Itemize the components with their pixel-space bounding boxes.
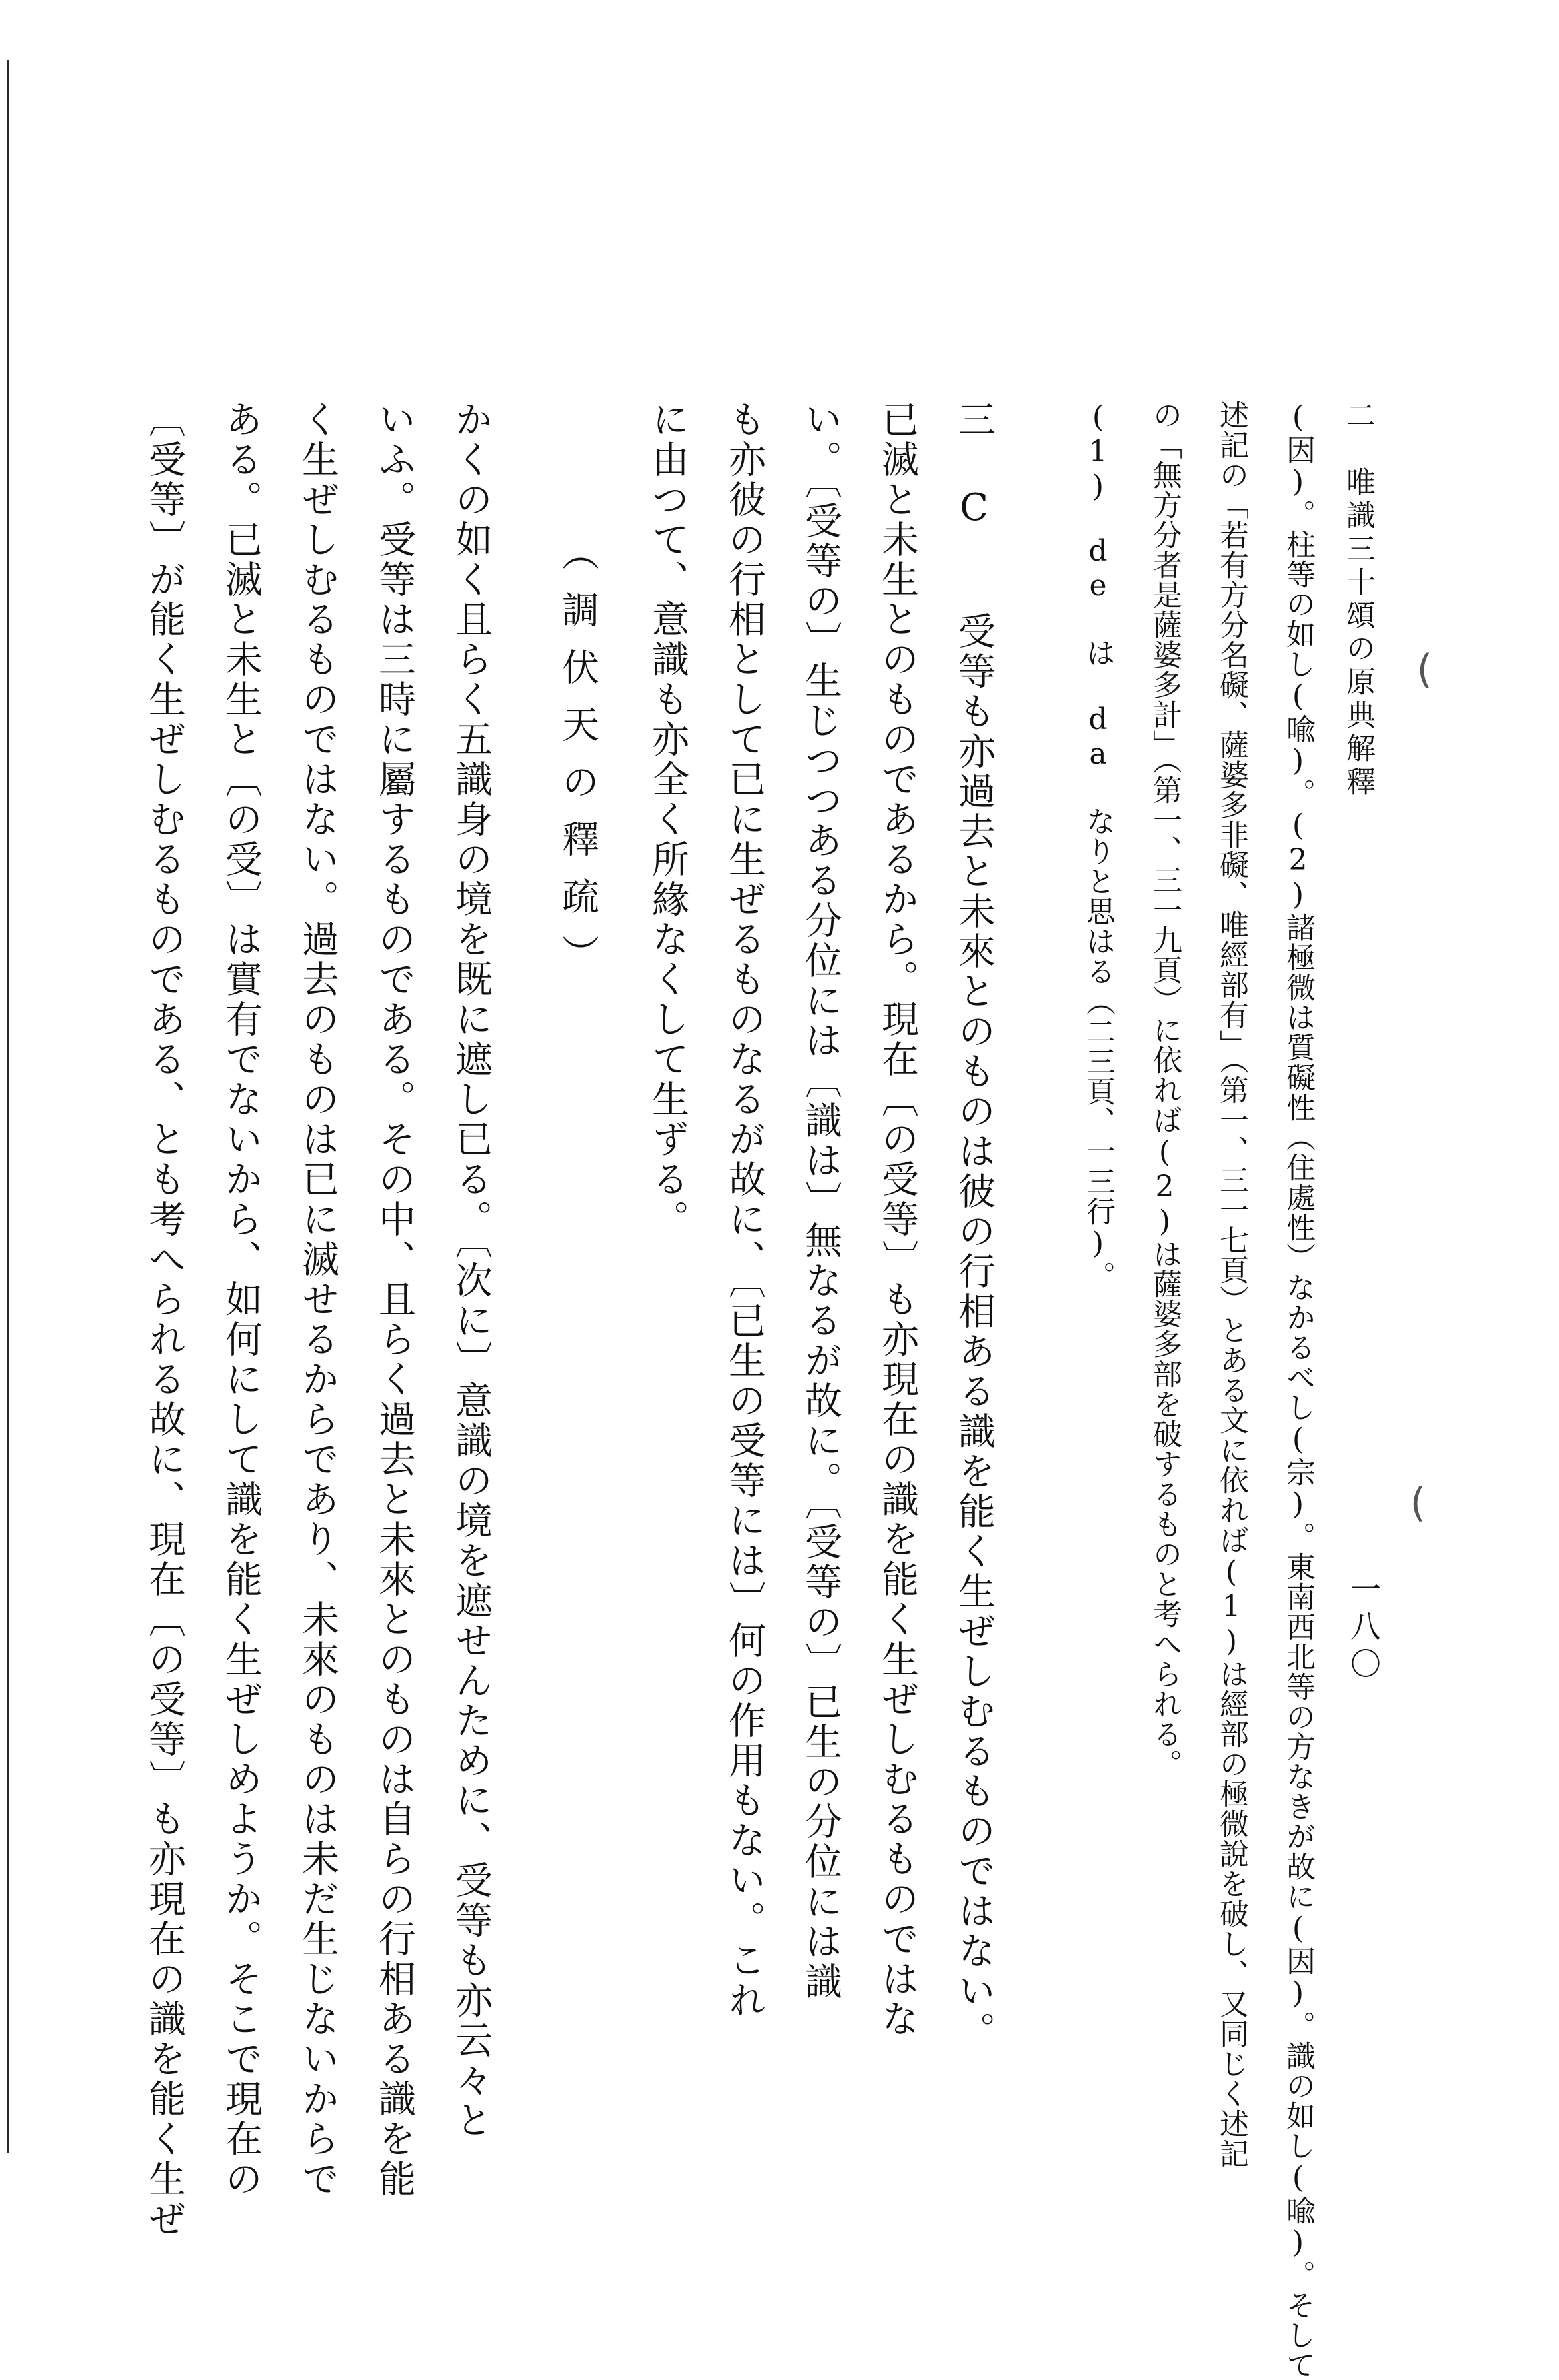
text-line: ある。已滅と未生と〔の受〕は實有でないから、如何にして識を能く生ぜしめようか。そこで現在の (219, 400, 263, 2199)
text-line: かくの如く且らく五識身の境を既に遮し已る。〔次に〕意識の境を遮せんために、受等も亦云々と (449, 400, 493, 2141)
footnote-line: の「無方分者是薩婆多計」（第一、三一九頁）に依れば(2)は薩婆多部を破するものと考へられる。 (1148, 400, 1182, 1779)
scan-mark: ( (1416, 646, 1432, 693)
footnote-line: (1) de は da なりと思はる（二三頁、一三行)。 (1081, 400, 1115, 1291)
text-line: い。〔受等の〕生じつつある分位には〔識は〕無なるが故に。〔受等の〕已生の分位には識 (799, 400, 842, 2002)
commentary-subheading: （調伏天の釋疏） (556, 533, 599, 992)
scan-mark: ( (1410, 1480, 1426, 1526)
page-number: 一八〇 (1346, 1573, 1382, 1685)
text-line: 〔受等〕が能く生ぜしむるものである、とも考へられる故に、現在〔の受等〕も亦現在の識を能く生ぜ (143, 400, 186, 2239)
text-line: く生ぜしむるものではない。過去のものは已に滅せるからであり、未來のものは未だ生じないからで (296, 400, 339, 2199)
running-header: 二 唯識三十頌の原典解釋 (1341, 400, 1375, 800)
footnote-line: (因)。柱等の如し(喩)。(2)諸極微は質礙性（住處性）なかるべし(宗)。東南西北等の方なきが故に(因)。識の如し(喩)。そして (1281, 400, 1315, 2380)
text-line: 已滅と未生とのものであるから。現在〔の受等〕も亦現在の識を能く生ぜしむるものではな (876, 400, 919, 2039)
text-line: 三 C 受等も亦過去と未來とのものは彼の行相ある識を能く生ぜしむるものではない。 (952, 400, 996, 2051)
text-line: に由つて、意識も亦全く所緣なくして生ずる。 (646, 400, 689, 1240)
text-line: も亦彼の行相として已に生ぜるものなるが故に、〔已生の受等には〕何の作用もない。これ (723, 400, 766, 2021)
text-line: いふ。受等は三時に屬するものである。その中、且らく過去と未來とのものは自らの行相ある識を能 (373, 400, 416, 2199)
footnote-line: 述記の「若有方分名礙、薩婆多非礙、唯經部有」（第一、三一七頁）とある文に依れば(1)は經部の極微說を破し、又同じく述記 (1214, 400, 1248, 2169)
page-binding-edge (7, 60, 9, 2153)
